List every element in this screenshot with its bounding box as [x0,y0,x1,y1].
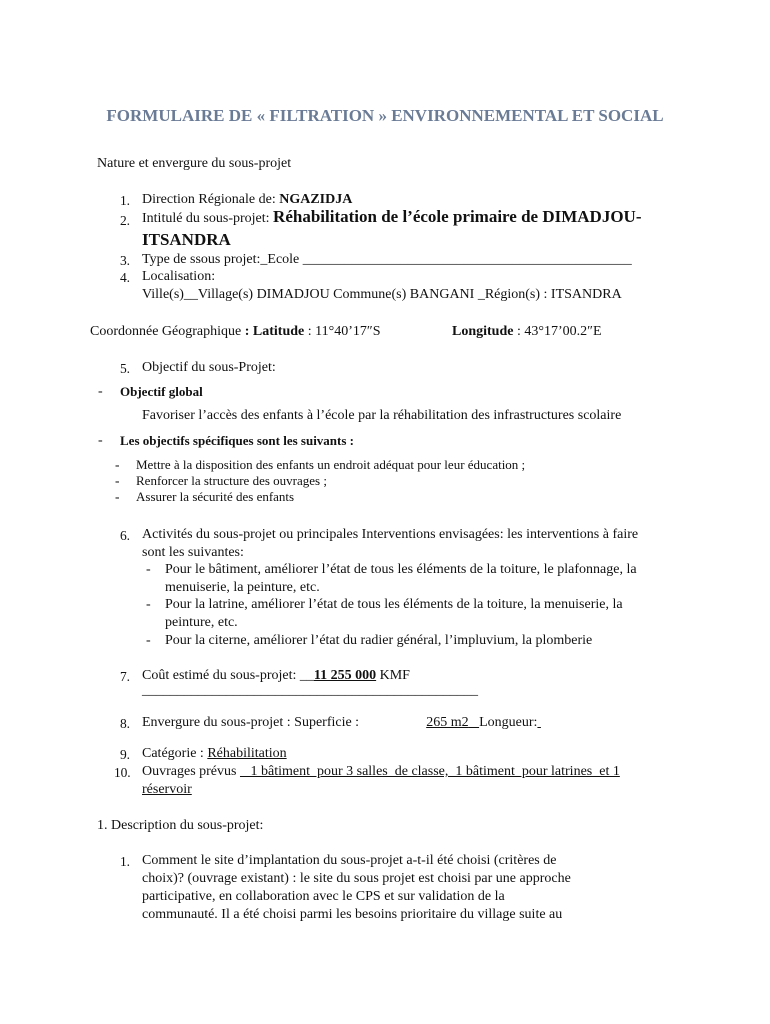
item-1-label: Direction Régionale de: [142,192,280,207]
item-2-label: Intitulé du sous-projet: [142,211,274,226]
form-title: FORMULAIRE DE « FILTRATION » ENVIRONNEMENTAL ET SOCIAL [106,106,664,125]
item-8-label: Envergure du sous-projet : Superficie : [142,715,360,730]
objectif-global-dash: - [98,384,103,399]
item-7-unit: KMF [376,668,410,683]
item-8-value-text: 265 m2 [426,715,469,730]
activity-2-line2: peinture, etc. [165,615,238,630]
item-7-number: 7. [120,669,130,684]
item-2-value-line1: Réhabilitation de l’école primaire de DIMADJOU- [273,207,642,226]
item-8-number: 8. [120,716,130,731]
item-10-value-line1: 1 bâtiment pour 3 salles de classe, 1 bâtiment pour latrines et 1 [239,764,620,779]
activity-dash: - [146,597,151,612]
item-10-ouvrages [142,764,620,780]
item-3-type: Type de ssous projet:_Ecole _______________________________________________ [142,252,632,267]
item-6-line1: Activités du sous-projet ou principales Interventions envisagées: les interventions à faire [142,527,639,542]
question-1-line2: choix)? (ouvrage existant) : le site du sous projet est choisi par une approche [142,871,571,886]
item-2-number: 2. [120,213,130,228]
activity-1-line2: menuiserie, la peinture, etc. [165,580,320,595]
item-4-localisation-line: Ville(s)__Village(s) DIMADJOU Commune(s) BANGANI _Région(s) : ITSANDRA [142,287,622,302]
latitude-label: : Latitude [244,324,308,339]
item-8-longueur: Longueur: [479,715,538,730]
question-1-number: 1. [120,854,130,869]
item-10-number: 10. [114,765,131,780]
activity-1-line1: Pour le bâtiment, améliorer l’état de tous les éléments de la toiture, le plafonnage, la [165,562,637,577]
question-1-line4: communauté. Il a été choisi parmi les besoins prioritaire du village suite au [142,907,563,922]
item-1-value: NGAZIDJA [279,192,353,207]
question-1-line3: participative, en collaboration avec le CPS et sur validation de la [142,889,505,904]
item-9-number: 9. [120,747,130,762]
item-3-number: 3. [120,253,130,268]
item-2-value-line2: ITSANDRA [142,230,231,249]
item-8-longueur-blank [537,715,577,731]
description-heading: 1. Description du sous-projet: [97,818,264,833]
item-6-line2: sont les suivantes: [142,545,244,560]
specific-objective-dash: - [115,473,120,488]
item-1-number: 1. [120,193,130,208]
item-7-underline: ________________________________________________ [142,683,478,698]
item-5-number: 5. [120,361,130,376]
item-5-text: Objectif du sous-Projet: [142,360,276,375]
longitude-line [452,324,602,340]
item-4-label: Localisation: [142,269,216,284]
longitude-label: Longitude [452,324,517,339]
specific-objective-3: Assurer la sécurité des enfants [136,489,295,504]
specific-objective-1: Mettre à la disposition des enfants un endroit adéquat pour leur éducation ; [136,457,526,472]
coordinates-line [90,324,380,340]
objectifs-specifiques-dash: - [98,433,103,448]
item-6-number: 6. [120,528,130,543]
item-10-label: Ouvrages prévus [142,764,240,779]
item-10-value-line2: réservoir [142,782,192,797]
latitude-value: : 11°40’17″S [307,324,381,339]
item-7-value: 11 255 000 [313,668,377,683]
item-9-label: Catégorie : [142,746,208,761]
objectifs-specifiques-label: Les objectifs spécifiques sont les suivants : [120,433,355,448]
objectif-global-label: Objectif global [120,384,203,399]
nature-heading: Nature et envergure du sous-projet [97,156,292,171]
item-1-direction [142,192,352,208]
longitude-value: : 43°17’00.2″E [516,324,602,339]
objectif-global-text: Favoriser l’accès des enfants à l’école par la réhabilitation des infrastructures scolaire [142,408,622,423]
activity-dash: - [146,633,151,648]
specific-objective-2: Renforcer la structure des ouvrages ; [136,473,327,488]
item-7-cost [142,668,410,684]
specific-objective-dash: - [115,489,120,504]
item-7-label: Coût estimé du sous-projet: __ [142,668,314,683]
specific-objective-dash: - [115,457,120,472]
item-8-envergure [142,715,577,731]
activity-2-line1: Pour la latrine, améliorer l’état de tous les éléments de la toiture, la menuiserie, la [165,597,623,612]
activity-dash: - [146,562,151,577]
item-2-title [142,207,642,227]
coordinates-label: Coordonnée Géographique [90,324,245,339]
item-9-value: Réhabilitation [207,746,287,761]
activity-3-line1: Pour la citerne, améliorer l’état du radier général, l’impluvium, la plomberie [165,633,593,648]
item-8-superficie-value [359,715,479,731]
item-4-number: 4. [120,270,130,285]
question-1-line1: Comment le site d’implantation du sous-projet a-t-il été choisi (critères de [142,853,557,868]
item-9-categorie [142,746,422,762]
